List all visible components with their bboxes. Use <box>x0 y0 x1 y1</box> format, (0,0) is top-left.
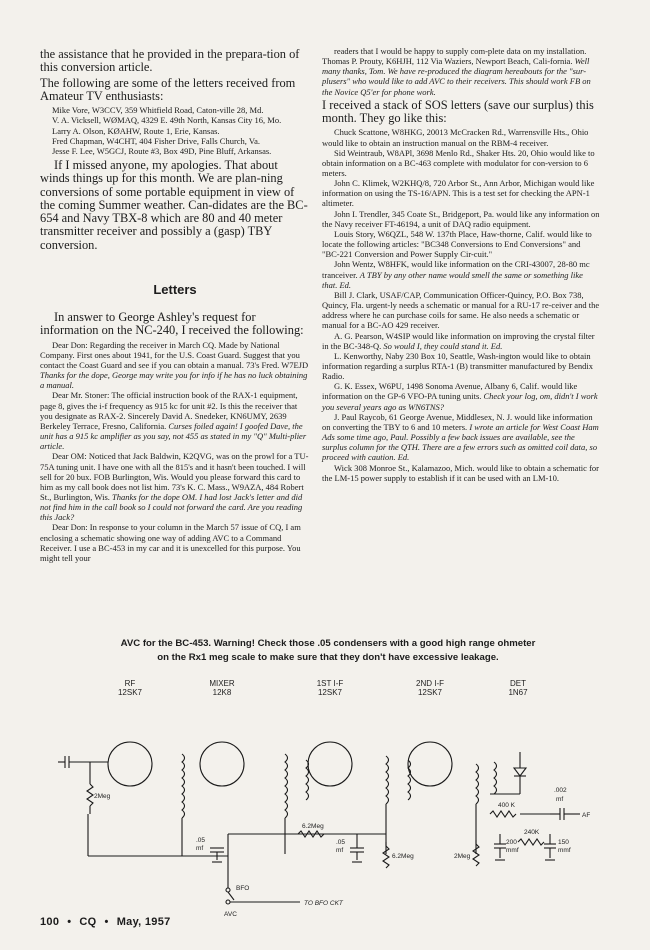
magazine-name: CQ <box>79 916 97 928</box>
address-item: Fred Chapman, W4CHT, 404 Fisher Drive, Falls Church, Va. <box>52 135 260 146</box>
tube-stage-label: DET <box>510 679 526 688</box>
component-label: mmf <box>506 847 519 854</box>
tube-mixer <box>200 742 244 786</box>
tube-type-label: 12K8 <box>212 688 232 697</box>
component-label: 150 <box>558 839 569 846</box>
sos-item <box>322 331 600 351</box>
sos-item-text: Louis Story, W6QZL, 548 W. 137th Place, Haw-thorne, Calif. would like to locate the following articles: "BC348 Conversions to End Conversions" and "BC-221 Conversion and Power Supply Cir-cuit." <box>322 228 592 260</box>
component-label: .05 <box>336 839 346 846</box>
avc-schematic <box>50 664 590 924</box>
tube-stage-label: 2ND I-F <box>416 679 444 688</box>
letter-body: Dear OM: Noticed that Jack Baldwin, K2QVG, was on the prowl for a TU-75A tuning unit. I have one with all the 815's and it hasn't been touched. I will sell for 20 bux. FOB Burlington, Wis. Would you please forward this card to him as my call book does not list him. 73's K. C. Mass., W9AZA, 484 Robert St., Burlington, Wis. <box>40 451 309 502</box>
letter-text: Dear Don: In response to your column in the March 57 issue of CQ, I am enclosing a schematic showing one way of adding AVC to a Command Receiver. I use a BC-453 in my car and it is unexcelled for this purpose. You might tell your <box>40 522 301 563</box>
right-column <box>322 46 600 483</box>
page-footer <box>40 916 171 928</box>
switch-label: BFO <box>236 885 250 892</box>
sos-item-text: John Wentz, W8HFK, would like information on the CRI-43007, 28-80 mc tranceiver. <box>322 259 590 280</box>
sos-item <box>322 209 600 229</box>
letter-text <box>40 451 310 522</box>
editor-note: Curses foiled again! I goofed Dave, the unit has a 915 kc amplifier as you say, not 455 as stated in my "Q" Multi-plier article. <box>40 420 307 452</box>
continued-block <box>322 46 600 97</box>
component-label: mmf <box>558 847 571 854</box>
closing-block <box>40 159 310 252</box>
sos-item-text: Sid Weintraub, W8APl, 3698 Menlo Rd., Shaker Hts. 20, Ohio would like to obtain information on a BC-463 complete with modulator for con-version to 6 meters. <box>322 147 595 178</box>
sos-item-text: A. G. Pearson, W4SIP would like information on improving the crystal filter in the BC-348-Q. <box>322 330 595 351</box>
editor-note: Well many thanks, Tom. We have re-produced the diagram hereabouts for the "sur-plusers" who would like to add AVC to their receivers. This should work FB on the Novice Q5'er for phone work. <box>322 56 591 97</box>
page-number: 100 <box>40 916 60 928</box>
letters-list <box>40 340 310 563</box>
tube-type-label: 12SK7 <box>317 688 343 697</box>
component-label: 200 <box>506 839 517 846</box>
address-item: Larry A. Olson, KØAHW, Route 1, Erie, Kansas. <box>52 125 220 136</box>
component-label: 240K <box>524 829 540 836</box>
editor-note: Thanks for the dope OM. I had lost Jack's letter and did not find him in the call book so I could not forward the card. Are you reading this Jack? <box>40 491 303 523</box>
component-label: 2Meg <box>454 853 471 860</box>
letter-body: Dear Don: Regarding the receiver in March CQ. Made by National Company. First ones about 1941, for the U.S. Coast Guard. Suggest that you contact the Coast Guard and see if you can obtain a manual. 73's Fred. W7EJD <box>40 339 309 370</box>
editor-note: Thanks for the dope, George may write you for info if he has no luck obtaining a manual. <box>40 370 308 391</box>
intro-block <box>40 48 310 103</box>
tube-stage-label: 1ST I-F <box>316 679 344 688</box>
issue-date: May, 1957 <box>116 916 171 928</box>
component-label: 400 K <box>498 802 515 809</box>
sos-item-text: L. Kenworthy, Naby 230 Box 10, Seattle, Wash-ington would like to obtain information regarding a surplus RTA-1 (B) transmitter manufactured by Bendix Radio. <box>322 350 593 382</box>
bullet-separator: • <box>104 916 109 928</box>
component-label: mf <box>336 847 344 854</box>
sos-item <box>322 463 600 483</box>
editor-note: A TBY by any other name would smell the same or something like that. Ed. <box>322 269 583 290</box>
switch-label: AVC <box>224 911 237 918</box>
letter-text <box>40 390 310 451</box>
sos-item <box>322 381 600 411</box>
letter-text <box>40 340 310 391</box>
sos-item-text: Chuck Scattone, W8HKG, 20013 McCracken Rd., Warrensville Hts., Ohio would like to obtain an instruction manual on the RBM-4 receiver. <box>322 127 589 148</box>
sos-item <box>322 290 600 331</box>
tube-stage-label: RF <box>124 679 136 688</box>
letter-body: Dear Mr. Stoner: The official instruction book of the RAX-1 equipment, page 8, gives the i-f frequency as 915 kc for unit #2. Is this the receiver that you designate as RAX-2. Sincerely David A. Snedeker, KN6UMY, 2639 Berkeley Terrace, Fresno, California. <box>40 390 298 431</box>
left-column <box>40 48 310 563</box>
component-label: 6.2Meg <box>302 823 324 830</box>
caption-line: AVC for the BC-453. Warning! Check those .05 condensers with a good high range ohmeter <box>120 638 536 649</box>
answer-block <box>40 311 310 338</box>
letters-heading: Letters <box>153 282 197 298</box>
sos-item <box>322 148 600 178</box>
sos-intro: I received a stack of SOS letters (save our surplus) this month. They go like this: <box>322 97 594 126</box>
component-label: .002 <box>554 787 567 794</box>
closing-paragraph: If I missed anyone, my apologies. That about winds things up for this month. We are plan-ning conversions of some portable equipment in view of the coming Summer weather. Can-didates are the BC-654 and Navy TBX-8 which are 80 and 40 meter transmitter receiver and possibly a (gasp) TBY conversion. <box>40 157 308 252</box>
sos-item <box>322 127 600 147</box>
editor-note: I wrote an article for West Coast Ham Ads some time ago, Paul. Possibly a few back issues are available, see the surplus column for the QTH. There are a few errors such as omitted coil data, so proceed with caution. Ed. <box>322 421 599 463</box>
component-label: .05 <box>196 837 206 844</box>
address-item: Mike Vore, W3CCV, 359 Whitfield Road, Caton-ville 28, Md. <box>52 105 264 116</box>
sos-item-text: J. Paul Raycob, 61 George Avenue, Middlesex, N. J. would like information on converting the TBY to 6 and 10 meters. <box>322 411 593 432</box>
intro-paragraph-2: The following are some of the letters received from Amateur TV enthusiasts: <box>40 75 296 103</box>
component-label: AF <box>582 812 590 819</box>
component-label: mf <box>556 796 564 803</box>
editor-note: Check your log, om, didn't I work you several years ago as WN6TNS? <box>322 391 598 412</box>
tube-rf <box>108 742 152 786</box>
sos-item <box>322 178 600 208</box>
component-label: 2Meg <box>94 793 111 800</box>
sos-item-text: John I. Trendler, 345 Coate St., Bridgeport, Pa. would like any information on the Navy receiver FT-46194, a unit of DAQ radio equipment. <box>322 208 600 229</box>
tube-if1 <box>308 742 352 786</box>
component-label: mf <box>196 845 204 852</box>
address-item: V. A. Vicksell, WØMAQ, 4329 E. 49th North, Kansas City 16, Mo. <box>52 115 282 126</box>
tube-type-label: 1N67 <box>508 688 528 697</box>
sos-item <box>322 351 600 381</box>
address-list <box>40 105 310 156</box>
sos-list <box>322 127 600 482</box>
letter-continued <box>322 46 600 97</box>
address-item: Jesse F. Lee, W5GCJ, Route #3, Box 49D, Pine Bluff, Arkansas. <box>52 145 272 156</box>
sos-item-text: John C. Klimek, W2KHQ/8, 720 Arbor St., Ann Arbor, Michigan would like information on using the TS-16/APN. This is a test set for checking the APN-1 altimeter. <box>322 178 595 209</box>
caption-line: on the Rx1 meg scale to make sure that they don't have excessive leakage. <box>157 652 499 663</box>
sos-block <box>322 99 600 126</box>
sos-item <box>322 412 600 463</box>
intro-paragraph-1: the assistance that he provided in the prepara-tion of this conversion article. <box>40 47 300 75</box>
sos-item-text: Wick 308 Monroe St., Kalamazoo, Mich. would like to obtain a schematic for the LM-15 power supply to establish if it can be used with an LM-10. <box>322 462 599 483</box>
sos-item-text: G. K. Essex, W6PU, 1498 Sonoma Avenue, Albany 6, Calif. would like information on the GP-6 VFO-PA tuning units. <box>322 381 578 402</box>
tube-if2 <box>408 742 452 786</box>
bullet-separator: • <box>67 916 72 928</box>
tube-stage-label: MIXER <box>209 679 235 688</box>
connection-label: TO BFO CKT <box>304 900 343 907</box>
tube-type-label: 12SK7 <box>117 688 143 697</box>
sos-item <box>322 259 600 289</box>
figure-caption <box>78 637 578 665</box>
editor-note: So would I, they could stand it. Ed. <box>383 340 503 351</box>
sos-item <box>322 229 600 259</box>
answer-paragraph: In answer to George Ashley's request for information on the NC-240, I received the following: <box>40 310 304 338</box>
sos-item-text: Bill J. Clark, USAF/CAP, Communication Officer-Quincy, P.O. Box 738, Quincy, Fla. urgent-ly needs a schematic or manual for a RU-17 re-ceiver and the address where he can purchase coils for same. He also needs a schematic or manual for a BC-AO 429 receiver. <box>322 289 600 331</box>
component-label: 6.2Meg <box>392 853 414 860</box>
tube-type-label: 12SK7 <box>417 688 443 697</box>
letter-body: readers that I would be happy to supply com-plete data on my installation. Thomas P. Prouty, K6HJH, 112 Via Waziers, Newport Beach, Cali-fornia. <box>322 46 587 67</box>
